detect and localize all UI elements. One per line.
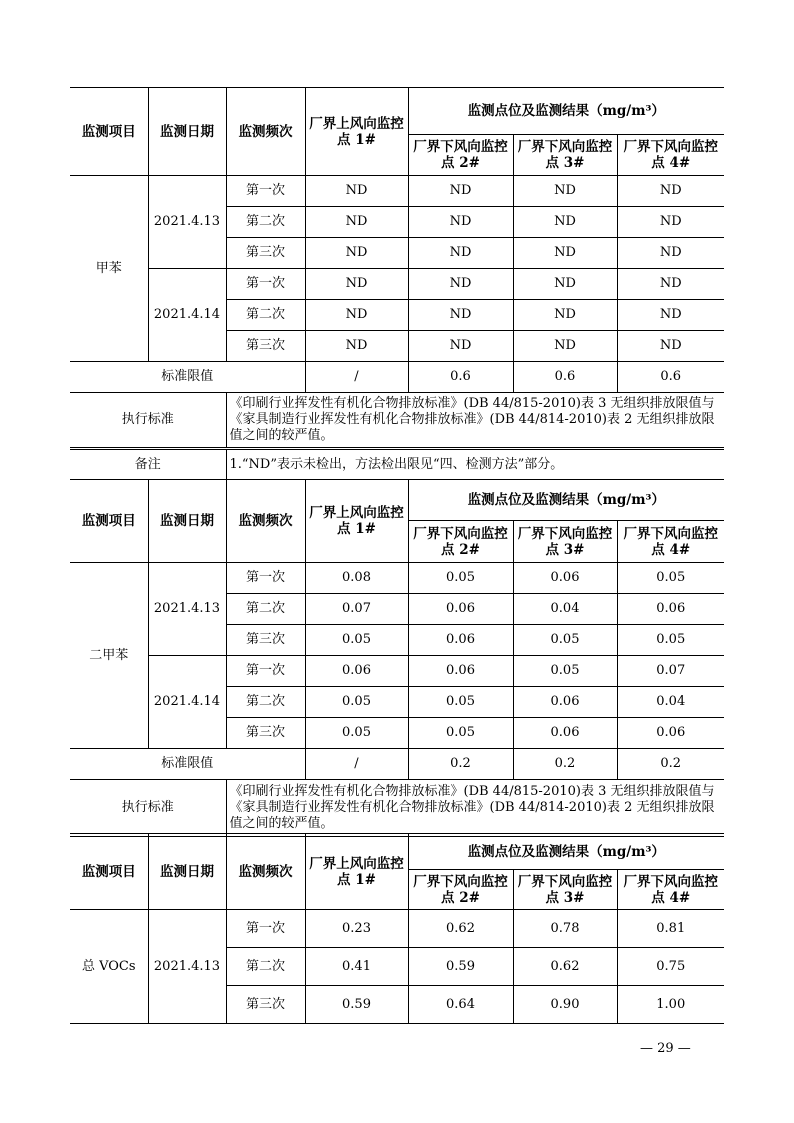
limit-label: 标准限值 bbox=[70, 362, 305, 393]
value-cell: 0.05 bbox=[617, 625, 724, 656]
toluene-table bbox=[70, 87, 724, 448]
value-cell: ND bbox=[513, 331, 617, 362]
value-cell: 0.06 bbox=[513, 563, 617, 594]
header-upwind: 厂界上风向监控点 1# bbox=[305, 834, 408, 910]
page-number: — 29 — bbox=[640, 1041, 691, 1056]
header-freq: 监测频次 bbox=[226, 834, 305, 910]
frequency-cell: 第二次 bbox=[226, 594, 305, 625]
value-cell: 0.59 bbox=[408, 948, 513, 986]
standard-label: 执行标准 bbox=[70, 393, 226, 448]
value-cell: 0.05 bbox=[305, 718, 408, 749]
header-item: 监测项目 bbox=[70, 88, 148, 176]
value-cell: ND bbox=[305, 269, 408, 300]
value-cell: 0.06 bbox=[408, 656, 513, 687]
value-cell: 0.64 bbox=[408, 986, 513, 1024]
header-down4: 厂界下风向监控点 4# bbox=[617, 135, 724, 176]
header-down2: 厂界下风向监控点 2# bbox=[408, 870, 513, 910]
value-cell: 0.04 bbox=[617, 687, 724, 718]
value-cell: 1.00 bbox=[617, 986, 724, 1024]
value-cell: 0.06 bbox=[408, 625, 513, 656]
value-cell: 0.05 bbox=[305, 625, 408, 656]
value-cell: 0.06 bbox=[513, 687, 617, 718]
limit-cell: / bbox=[305, 362, 408, 393]
date-cell: 2021.4.13 bbox=[148, 176, 226, 269]
pollutant-name: 二甲苯 bbox=[70, 563, 148, 749]
value-cell: ND bbox=[617, 269, 724, 300]
limit-cell: 0.6 bbox=[617, 362, 724, 393]
frequency-cell: 第一次 bbox=[226, 563, 305, 594]
value-cell: ND bbox=[617, 207, 724, 238]
table-row bbox=[70, 269, 724, 300]
value-cell: ND bbox=[513, 238, 617, 269]
pollutant-name: 总 VOCs bbox=[70, 910, 148, 1024]
header-down2: 厂界下风向监控点 2# bbox=[408, 521, 513, 563]
limit-cell: 0.2 bbox=[617, 749, 724, 780]
frequency-cell: 第二次 bbox=[226, 207, 305, 238]
frequency-cell: 第一次 bbox=[226, 269, 305, 300]
frequency-cell: 第三次 bbox=[226, 238, 305, 269]
frequency-cell: 第二次 bbox=[226, 300, 305, 331]
value-cell: 0.90 bbox=[513, 986, 617, 1024]
frequency-cell: 第三次 bbox=[226, 625, 305, 656]
value-cell: ND bbox=[305, 207, 408, 238]
value-cell: 0.05 bbox=[408, 718, 513, 749]
table-row bbox=[70, 656, 724, 687]
limit-cell: 0.6 bbox=[513, 362, 617, 393]
value-cell: ND bbox=[305, 300, 408, 331]
value-cell: 0.23 bbox=[305, 910, 408, 948]
limit-cell: 0.2 bbox=[513, 749, 617, 780]
value-cell: 0.08 bbox=[305, 563, 408, 594]
value-cell: 0.05 bbox=[305, 687, 408, 718]
header-down3: 厂界下风向监控点 3# bbox=[513, 521, 617, 563]
header-group: 监测点位及监测结果（mg/m³） bbox=[408, 834, 724, 870]
value-cell: ND bbox=[305, 331, 408, 362]
header-down4: 厂界下风向监控点 4# bbox=[617, 521, 724, 563]
value-cell: 0.07 bbox=[617, 656, 724, 687]
frequency-cell: 第一次 bbox=[226, 910, 305, 948]
value-cell: ND bbox=[408, 176, 513, 207]
value-cell: ND bbox=[408, 300, 513, 331]
value-cell: 0.06 bbox=[513, 718, 617, 749]
header-freq: 监测频次 bbox=[226, 88, 305, 176]
limit-cell: 0.2 bbox=[408, 749, 513, 780]
xylene-table bbox=[70, 479, 724, 837]
value-cell: 0.06 bbox=[305, 656, 408, 687]
header-item: 监测项目 bbox=[70, 480, 148, 563]
frequency-cell: 第一次 bbox=[226, 656, 305, 687]
table-row bbox=[70, 563, 724, 594]
limit-cell: / bbox=[305, 749, 408, 780]
value-cell: 0.05 bbox=[408, 563, 513, 594]
header-down3: 厂界下风向监控点 3# bbox=[513, 135, 617, 176]
xylene-rows bbox=[70, 563, 724, 749]
value-cell: ND bbox=[408, 238, 513, 269]
value-cell: ND bbox=[305, 238, 408, 269]
value-cell: ND bbox=[513, 300, 617, 331]
value-cell: ND bbox=[408, 207, 513, 238]
value-cell: ND bbox=[513, 269, 617, 300]
header-down2: 厂界下风向监控点 2# bbox=[408, 135, 513, 176]
header-upwind: 厂界上风向监控点 1# bbox=[305, 88, 408, 176]
value-cell: 0.81 bbox=[617, 910, 724, 948]
value-cell: ND bbox=[513, 176, 617, 207]
value-cell: ND bbox=[408, 269, 513, 300]
header-freq: 监测频次 bbox=[226, 480, 305, 563]
vocs-table bbox=[70, 833, 724, 1024]
frequency-cell: 第三次 bbox=[226, 331, 305, 362]
date-cell: 2021.4.14 bbox=[148, 656, 226, 749]
value-cell: 0.06 bbox=[617, 594, 724, 625]
standard-text: 《印刷行业挥发性有机化合物排放标准》(DB 44/815-2010)表 3 无组织排放限值与《家具制造行业挥发性有机化合物排放标准》(DB 44/814-2010)表 2 无组织排放限值之间的较严值。 bbox=[226, 780, 724, 837]
value-cell: 0.05 bbox=[408, 687, 513, 718]
date-cell: 2021.4.13 bbox=[148, 563, 226, 656]
frequency-cell: 第三次 bbox=[226, 718, 305, 749]
value-cell: ND bbox=[617, 300, 724, 331]
limit-label: 标准限值 bbox=[70, 749, 305, 780]
header-item: 监测项目 bbox=[70, 834, 148, 910]
value-cell: 0.06 bbox=[617, 718, 724, 749]
standard-label: 执行标准 bbox=[70, 780, 226, 837]
value-cell: 0.78 bbox=[513, 910, 617, 948]
header-down3: 厂界下风向监控点 3# bbox=[513, 870, 617, 910]
value-cell: 0.59 bbox=[305, 986, 408, 1024]
note-text: 1.“ND”表示未检出，方法检出限见“四、检测方法”部分。 bbox=[226, 450, 724, 480]
value-cell: ND bbox=[617, 331, 724, 362]
table-row bbox=[70, 910, 724, 948]
value-cell: 0.05 bbox=[617, 563, 724, 594]
value-cell: 0.04 bbox=[513, 594, 617, 625]
value-cell: ND bbox=[617, 238, 724, 269]
standard-text: 《印刷行业挥发性有机化合物排放标准》(DB 44/815-2010)表 3 无组织排放限值与《家具制造行业挥发性有机化合物排放标准》(DB 44/814-2010)表 2 无组织排放限值之间的较严值。 bbox=[226, 393, 724, 448]
value-cell: 0.62 bbox=[408, 910, 513, 948]
limit-cell: 0.6 bbox=[408, 362, 513, 393]
value-cell: ND bbox=[617, 176, 724, 207]
pollutant-name: 甲苯 bbox=[70, 176, 148, 362]
vocs-rows bbox=[70, 910, 724, 1024]
date-cell: 2021.4.14 bbox=[148, 269, 226, 362]
frequency-cell: 第一次 bbox=[226, 176, 305, 207]
frequency-cell: 第二次 bbox=[226, 687, 305, 718]
header-date: 监测日期 bbox=[148, 88, 226, 176]
note-label: 备注 bbox=[70, 450, 226, 480]
value-cell: ND bbox=[305, 176, 408, 207]
header-date: 监测日期 bbox=[148, 834, 226, 910]
toluene-rows bbox=[70, 176, 724, 362]
frequency-cell: 第三次 bbox=[226, 986, 305, 1024]
table-row bbox=[70, 176, 724, 207]
header-date: 监测日期 bbox=[148, 480, 226, 563]
value-cell: ND bbox=[408, 331, 513, 362]
header-down4: 厂界下风向监控点 4# bbox=[617, 870, 724, 910]
note-table bbox=[70, 449, 724, 480]
value-cell: 0.07 bbox=[305, 594, 408, 625]
value-cell: 0.62 bbox=[513, 948, 617, 986]
value-cell: 0.41 bbox=[305, 948, 408, 986]
header-upwind: 厂界上风向监控点 1# bbox=[305, 480, 408, 563]
header-group: 监测点位及监测结果（mg/m³） bbox=[408, 480, 724, 521]
value-cell: 0.75 bbox=[617, 948, 724, 986]
frequency-cell: 第二次 bbox=[226, 948, 305, 986]
value-cell: ND bbox=[513, 207, 617, 238]
value-cell: 0.05 bbox=[513, 656, 617, 687]
value-cell: 0.06 bbox=[408, 594, 513, 625]
value-cell: 0.05 bbox=[513, 625, 617, 656]
date-cell: 2021.4.13 bbox=[148, 910, 226, 1024]
header-group: 监测点位及监测结果（mg/m³） bbox=[408, 88, 724, 135]
